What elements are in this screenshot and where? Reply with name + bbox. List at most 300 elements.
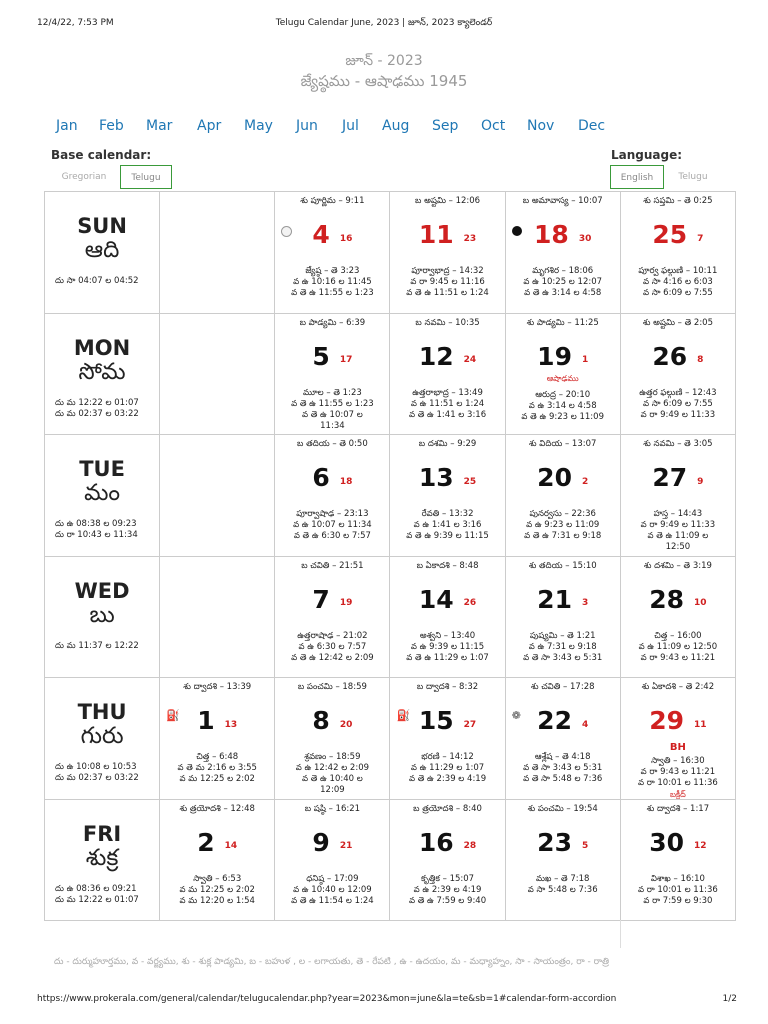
tithi: శు తదియ – 15:10 (528, 560, 597, 571)
panchang-line: వ తె ఉ 11:54 ల 1:24 (291, 895, 374, 906)
day-cell[interactable] (275, 435, 390, 557)
day-cell[interactable] (275, 192, 390, 314)
panchang-info (275, 266, 389, 299)
panchang-line: విశాఖ – 16:10 (650, 873, 705, 884)
date-number (621, 220, 735, 249)
month-nav (40, 118, 740, 140)
telugu-date: 17 (339, 355, 353, 365)
tithi: శు ద్వాదశి – 13:39 (183, 682, 252, 692)
panchang-line: వ ఉ 6:30 ల 7:57 (298, 641, 367, 652)
tithi: శు ఏకాదశి – తె 2:42 (641, 682, 715, 692)
durmuhurtham-time: దు ఉ 10:08 ల 10:53 (55, 762, 137, 772)
panchang-line: చిత్త – 6:48 (196, 752, 239, 762)
tithi: బ అమావాస్య – 10:07 (522, 196, 603, 206)
day-cell[interactable] (275, 799, 390, 921)
date-number (390, 463, 504, 492)
panchang-line: ఉత్తరాభాద్ర – 13:49 (412, 387, 483, 398)
panchang-line: వ సా 4:16 ల 6:03 (642, 277, 713, 287)
day-cell[interactable] (505, 313, 620, 435)
panchang-info (621, 509, 735, 553)
weekday-header (45, 799, 160, 921)
panchang-line: వ తె ఉ 11:55 ల 1:23 (291, 398, 374, 409)
durmuhurtham-times (55, 762, 139, 784)
durmuhurtham-times (55, 884, 139, 906)
gregorian-date: 5 (312, 341, 330, 371)
panchang-line: వ తె ఉ 10:40 ల (302, 774, 363, 784)
month-link-jun[interactable]: Jun (296, 118, 318, 134)
day-cell[interactable] (505, 556, 620, 678)
day-cell[interactable] (160, 799, 275, 921)
panchang-line: మృగశిర – 18:06 (532, 266, 594, 276)
gregorian-date: 15 (418, 706, 454, 735)
date-number (160, 828, 274, 857)
panchang-info (506, 752, 620, 785)
panchang-line: వ సా 6:09 ల 7:55 (642, 398, 713, 409)
tithi: బ షష్ఠి – 16:21 (304, 803, 361, 814)
panchang-info (275, 509, 389, 542)
panchang-line: పుష్యమి – తె 1:21 (529, 630, 596, 641)
day-cell[interactable] (620, 799, 735, 921)
date-number (275, 220, 389, 249)
telugu-date: 1 (581, 355, 589, 365)
month-link-dec[interactable]: Dec (578, 118, 606, 134)
panchang-info (506, 631, 620, 664)
telugu-date: 21 (339, 841, 353, 851)
month-link-aug[interactable]: Aug (382, 118, 410, 134)
gregorian-date: 1 (197, 706, 215, 735)
telugu-date: 7 (697, 233, 704, 244)
panchang-line: 11:34 (320, 420, 345, 431)
durmuhurtham-times (55, 276, 139, 287)
gregorian-date: 18 (534, 220, 569, 249)
panchang-line: ఉత్తర ఫల్గుణి – 12:43 (639, 387, 717, 398)
panchang-line: వ మ 12:20 ల 1:54 (179, 895, 255, 906)
panchang-line: వ తె మ 2:16 ల 3:55 (177, 763, 257, 773)
tithi: బ దశమి – 9:29 (418, 439, 477, 449)
panchang-line: వ రా 10:01 ల 11:36 (637, 778, 718, 788)
telugu-date: 18 (339, 476, 353, 487)
durmuhurtham-times (55, 398, 139, 420)
month-link-sep[interactable]: Sep (432, 118, 459, 134)
panchang-line: వ ఉ 1:41 ల 3:16 (413, 520, 482, 530)
day-cell[interactable] (390, 192, 505, 314)
panchang-info (390, 752, 504, 785)
day-cell[interactable] (390, 556, 505, 678)
bank-holiday-badge: BH (669, 742, 686, 753)
date-number (506, 463, 620, 492)
date-number (390, 342, 504, 371)
telugu-date: 3 (581, 598, 589, 608)
gregorian-date: 16 (418, 827, 454, 857)
panchang-info (621, 631, 735, 664)
panchang-line: వ తె ఉ 11:09 ల (647, 531, 709, 541)
weekday-header (45, 192, 160, 314)
day-cell[interactable] (620, 556, 735, 678)
date-number (506, 706, 620, 735)
durmuhurtham-time: దు మ 02:37 ల 03:22 (55, 408, 139, 419)
telugu-date: 19 (339, 598, 353, 608)
date-number (390, 220, 504, 249)
panchang-line: 12:50 (665, 542, 691, 552)
language-label: Language: (611, 148, 683, 162)
panchang-line: వ తె ఉ 11:29 ల 1:07 (406, 652, 489, 663)
english-language-button[interactable]: English (610, 165, 664, 189)
month-link-feb[interactable]: Feb (99, 118, 124, 134)
panchang-line: ధనిష్ఠ – 17:09 (306, 873, 359, 884)
weekday-te: శుక్ర (85, 844, 119, 871)
panchang-line: వ తె ఉ 12:42 ల 2:09 (291, 652, 374, 663)
print-header (0, 18, 768, 32)
date-number (621, 706, 735, 735)
week-row (45, 799, 736, 921)
day-cell[interactable] (505, 192, 620, 314)
panchang-line: వ రా 9:45 ల 11:16 (410, 277, 485, 287)
gregorian-date: 8 (312, 706, 330, 735)
panchang-line: వ తె సా 3:43 ల 5:31 (523, 763, 603, 773)
temple-icon: ⛽ (396, 709, 411, 722)
weekday-en: MON (73, 335, 131, 360)
day-cell[interactable] (275, 678, 390, 800)
tithi: శు సప్తమి – తె 0:25 (643, 196, 713, 206)
gregorian-button[interactable]: Gregorian (61, 172, 107, 182)
panchang-line: వ ఉ 11:09 ల 12:50 (638, 641, 718, 652)
tithi: బ తదియ – తె 0:50 (297, 439, 368, 449)
tithi: శు పూర్ణిమ – 9:11 (300, 196, 365, 206)
panchang-line: రేవతి – 13:32 (421, 509, 474, 519)
tithi: బ చవితి – 21:51 (301, 560, 364, 571)
month-link-oct[interactable]: Oct (481, 118, 506, 134)
month-link-apr[interactable]: Apr (197, 118, 222, 134)
telugu-month-title: జ్యేష్ఠము - ఆషాఢము 1945 (300, 72, 468, 90)
panchang-line: మూల – తె 1:23 (303, 387, 362, 398)
day-cell[interactable] (390, 313, 505, 435)
month-link-jan[interactable]: Jan (56, 118, 78, 134)
week-row (45, 192, 736, 314)
tithi: బ పంచమి – 18:59 (297, 682, 367, 692)
weekday-en: FRI (82, 821, 122, 846)
day-cell[interactable] (505, 799, 620, 921)
panchang-line: వ ఉ 10:07 ల 11:34 (293, 520, 372, 530)
panchang-info (160, 752, 274, 785)
tithi: శు అష్టమి – తె 2:05 (642, 317, 713, 328)
telugu-date: 4 (581, 719, 589, 730)
date-number (160, 706, 274, 735)
day-cell[interactable] (620, 435, 735, 557)
panchang-line: వ ఉ 10:40 ల 12:09 (293, 884, 372, 895)
telugu-date: 24 (463, 355, 477, 365)
tithi: బ త్రయోదశి – 8:40 (413, 803, 482, 814)
panchang-line: స్వాతి – 6:53 (193, 873, 242, 884)
tithi: శు విదియ – 13:07 (528, 439, 597, 449)
print-footer (37, 994, 737, 1004)
panchang-line: పూర్వాభాద్ర – 14:32 (411, 266, 484, 276)
gregorian-date: 2 (197, 827, 215, 857)
panchang-line: వ ఉ 3:14 ల 4:58 (528, 400, 597, 411)
durmuhurtham-times (55, 641, 139, 652)
panchang-info (275, 388, 389, 432)
panchang-info (621, 756, 735, 789)
panchang-line: వ రా 9:43 ల 11:21 (640, 652, 716, 663)
panchang-line: వ సా 6:09 ల 7:55 (642, 288, 713, 298)
panchang-line: వ ఉ 11:51 ల 1:24 (410, 398, 485, 409)
weekday-te: ఆది (84, 237, 120, 263)
festival-label: ఆషాఢము (546, 373, 579, 383)
panchang-line: వ తె ఉ 11:55 ల 1:23 (291, 288, 374, 298)
panchang-line: వ ఉ 7:31 ల 9:18 (528, 641, 597, 652)
day-cell[interactable] (390, 678, 505, 800)
panchang-line: వ తె ఉ 7:31 ల 9:18 (524, 531, 602, 541)
empty-day-cell (160, 192, 275, 314)
empty-day-cell (160, 556, 275, 678)
panchang-line: అశ్వని – 13:40 (419, 630, 476, 641)
festival-label: బక్రీద్ (669, 790, 686, 799)
panchang-line: వ ఉ 9:23 ల 11:09 (526, 520, 600, 530)
gregorian-date: 23 (537, 827, 572, 857)
date-number (506, 220, 620, 249)
weekday-en: THU (77, 700, 127, 724)
panchang-info (275, 874, 389, 907)
weekday-en: WED (74, 578, 130, 603)
panchang-line: వ ఉ 11:29 ల 1:07 (410, 763, 485, 773)
panchang-info (506, 874, 620, 896)
panchang-line: పునర్వసు – 22:36 (529, 509, 596, 519)
tithi: శు పంచమి – 19:54 (527, 803, 598, 814)
telugu-date: 16 (339, 233, 353, 244)
ganesha-icon: ❁ (511, 709, 521, 722)
weekday-header (45, 313, 160, 435)
month-link-nov[interactable]: Nov (527, 118, 555, 134)
panchang-info (390, 509, 504, 542)
panchang-line: 12:09 (320, 785, 345, 795)
panchang-info (621, 388, 735, 421)
weekday-en: SUN (77, 214, 127, 238)
print-title: Telugu Calendar June, 2023 | జూన్, 2023 క్యాలెండర్ (275, 18, 493, 28)
date-number (621, 463, 735, 492)
panchang-line: వ ఉ 12:42 ల 2:09 (295, 763, 370, 773)
panchang-line: వ సా 5:48 ల 7:36 (527, 884, 598, 895)
durmuhurtham-times (55, 519, 138, 541)
panchang-line: వ ఉ 2:39 ల 4:19 (413, 884, 482, 895)
date-number (621, 342, 735, 371)
weekday-te: గురు (80, 723, 124, 749)
telugu-date: 30 (578, 233, 592, 244)
gregorian-date: 22 (537, 706, 572, 735)
telugu-language-button[interactable]: Telugu (678, 172, 708, 182)
panchang-line: వ తె సా 3:43 ల 5:31 (523, 652, 603, 663)
day-cell[interactable] (620, 313, 735, 435)
tithi: శు ద్వాదశి – 1:17 (646, 803, 710, 814)
panchang-line: వ ఉ 10:25 ల 12:07 (523, 277, 603, 287)
gregorian-date: 11 (418, 220, 454, 249)
day-cell[interactable] (505, 678, 620, 800)
weekday-en: TUE (79, 457, 125, 481)
gregorian-date: 29 (649, 706, 685, 735)
divider (620, 920, 621, 948)
panchang-info (506, 509, 620, 542)
date-number (390, 706, 504, 735)
panchang-line: వ మ 12:25 ల 2:02 (179, 884, 255, 895)
panchang-line: వ ఉ 10:16 ల 11:45 (293, 277, 372, 287)
tithi: బ ద్వాదశి – 8:32 (416, 682, 479, 692)
date-number (275, 585, 389, 614)
date-number (275, 342, 389, 371)
gregorian-date: 12 (418, 341, 454, 371)
durmuhurtham-time: దు మ 02:37 ల 03:22 (55, 773, 139, 783)
gregorian-date: 13 (418, 463, 454, 492)
weekday-te: సోమ (78, 358, 126, 385)
panchang-info (275, 752, 389, 796)
day-cell[interactable] (390, 799, 505, 921)
panchang-line: భరణి – 14:12 (421, 752, 474, 762)
week-row (45, 556, 736, 678)
base-calendar-label: Base calendar: (51, 148, 152, 162)
month-link-mar[interactable]: Mar (146, 118, 173, 134)
calendar-grid (44, 191, 736, 921)
panchang-line: వ తె ఉ 10:07 ల (302, 409, 363, 420)
date-number (506, 828, 620, 857)
panchang-line: హస్త – 14:43 (653, 509, 703, 519)
panchang-line: వ తె ఉ 1:41 ల 3:16 (408, 409, 487, 420)
month-link-may[interactable]: May (244, 118, 273, 134)
telugu-date: 14 (224, 841, 238, 851)
panchang-line: పూర్వ ఫల్గుణి – 10:11 (638, 266, 718, 276)
panchang-line: పూర్వాషాఢ – 23:13 (296, 509, 369, 519)
telugu-date: 8 (697, 355, 704, 365)
date-number (621, 828, 735, 857)
week-row (45, 435, 736, 557)
tithi: బ అష్టమి – 12:06 (415, 196, 481, 206)
panchang-line: ఉత్తరాషాఢ – 21:02 (297, 630, 368, 641)
weekday-header (45, 435, 160, 557)
panchang-line: వ రా 7:59 ల 9:30 (643, 895, 713, 906)
date-number (506, 585, 620, 614)
panchang-line: కృత్తిక – 15:07 (421, 873, 475, 884)
panchang-info (506, 390, 620, 423)
gregorian-date: 6 (312, 463, 330, 492)
weekday-header (45, 556, 160, 678)
durmuhurtham-time: దు ఉ 08:36 ల 09:21 (55, 883, 137, 894)
date-number (275, 463, 389, 492)
panchang-line: చిత్త – 16:00 (654, 630, 702, 641)
page-number: 1/2 (722, 994, 737, 1004)
panchang-line: వ తె ఉ 9:23 ల 11:09 (521, 411, 604, 422)
date-number (506, 342, 620, 371)
durmuhurtham-time: దు ఉ 08:38 ల 09:23 (55, 519, 137, 529)
durmuhurtham-time: దు మ 12:22 ల 01:07 (55, 894, 139, 905)
week-row (45, 313, 736, 435)
panchang-line: వ ఉ 9:39 ల 11:15 (410, 641, 485, 652)
page-url: https://www.prokerala.com/general/calendar/telugucalendar.php?year=2023&mon=june&la=te&sb=1#calendar-form-accordion (37, 994, 617, 1004)
gregorian-date: 30 (649, 827, 685, 857)
date-number (621, 585, 735, 614)
day-cell[interactable] (160, 678, 275, 800)
empty-day-cell (160, 435, 275, 557)
gregorian-date: 14 (418, 584, 454, 614)
day-cell[interactable] (620, 678, 735, 800)
panchang-line: వ తె ఉ 7:59 ల 9:40 (408, 895, 487, 906)
gregorian-date: 9 (312, 827, 330, 857)
day-cell[interactable] (390, 435, 505, 557)
gregorian-date: 21 (537, 584, 572, 614)
day-cell[interactable] (275, 556, 390, 678)
gregorian-date: 19 (537, 341, 572, 371)
telugu-date: 26 (463, 598, 477, 608)
gregorian-date: 4 (312, 220, 330, 249)
panchang-line: వ మ 12:25 ల 2:02 (179, 774, 255, 784)
day-cell[interactable] (275, 313, 390, 435)
telugu-date: 27 (463, 719, 477, 730)
panchang-info (275, 631, 389, 664)
panchang-line: వ రా 9:49 ల 11:33 (640, 409, 716, 420)
panchang-line: జ్యేష్ఠ – తె 3:23 (305, 266, 360, 276)
panchang-info (390, 874, 504, 907)
panchang-line: వ తె ఉ 9:39 ల 11:15 (406, 531, 489, 541)
panchang-info (390, 388, 504, 421)
panchang-line: వ రా 9:43 ల 11:21 (640, 767, 716, 777)
date-number (275, 828, 389, 857)
gregorian-date: 25 (652, 220, 688, 249)
panchang-line: వ తె ఉ 3:14 ల 4:58 (524, 288, 602, 298)
tithi: శు దశమి – తె 3:19 (643, 560, 712, 571)
tithi: బ ఏకాదశి – 8:48 (416, 560, 479, 571)
telugu-date: 28 (463, 841, 477, 851)
telugu-date: 12 (694, 841, 707, 851)
day-cell[interactable] (620, 192, 735, 314)
gregorian-date: 7 (312, 584, 330, 614)
week-row (45, 678, 736, 800)
telugu-date: 20 (339, 719, 353, 730)
panchang-info (621, 874, 735, 907)
panchang-line: వ తె సా 5:48 ల 7:36 (523, 774, 603, 784)
date-number (390, 828, 504, 857)
gregorian-date: 27 (652, 463, 688, 492)
panchang-line: స్వాతి – 16:30 (651, 756, 705, 766)
panchang-info (506, 266, 620, 299)
calendar-title-block (0, 52, 768, 92)
tithi: బ నవమి – 10:35 (415, 317, 480, 328)
durmuhurtham-time: దు మ 11:37 ల 12:22 (55, 640, 139, 651)
day-cell[interactable] (505, 435, 620, 557)
panchang-info (390, 631, 504, 664)
panchang-info (390, 266, 504, 299)
date-number (275, 706, 389, 735)
month-link-jul[interactable]: Jul (342, 118, 359, 134)
panchang-line: ఆరుద్ర – 20:10 (535, 389, 591, 400)
print-datetime: 12/4/22, 7:53 PM (37, 18, 114, 28)
weekday-te: బు (89, 601, 115, 628)
panchang-line: వ తె ఉ 2:39 ల 4:19 (408, 774, 487, 784)
month-title: జూన్ - 2023 (345, 53, 423, 69)
telugu-date: 9 (697, 476, 704, 487)
tithi: బ పాడ్యమి – 6:39 (299, 317, 366, 328)
panchang-line: వ తె ఉ 11:51 ల 1:24 (406, 288, 489, 298)
durmuhurtham-time: దు మ 12:22 ల 01:07 (55, 397, 139, 408)
tithi: శు నవమి – తె 3:05 (643, 439, 713, 449)
weekday-header (45, 678, 160, 800)
telugu-base-button[interactable]: Telugu (120, 165, 172, 189)
tithi: శు చవితి – 17:28 (530, 682, 595, 692)
panchang-line: ఆశ్లేష – తె 4:18 (534, 752, 591, 762)
weekday-te: మం (84, 480, 121, 506)
panchang-info (160, 874, 274, 907)
durmuhurtham-time: దు సా 04:07 ల 04:52 (55, 276, 139, 286)
panchang-line: వ రా 10:01 ల 11:36 (637, 884, 718, 895)
panchang-line: శ్రవణం – 18:59 (304, 752, 361, 762)
telugu-date: 2 (581, 476, 589, 487)
panchang-info (621, 266, 735, 299)
durmuhurtham-time: దు రా 10:43 ల 11:34 (55, 530, 138, 540)
panchang-line: మఖ – తె 7:18 (535, 873, 590, 884)
